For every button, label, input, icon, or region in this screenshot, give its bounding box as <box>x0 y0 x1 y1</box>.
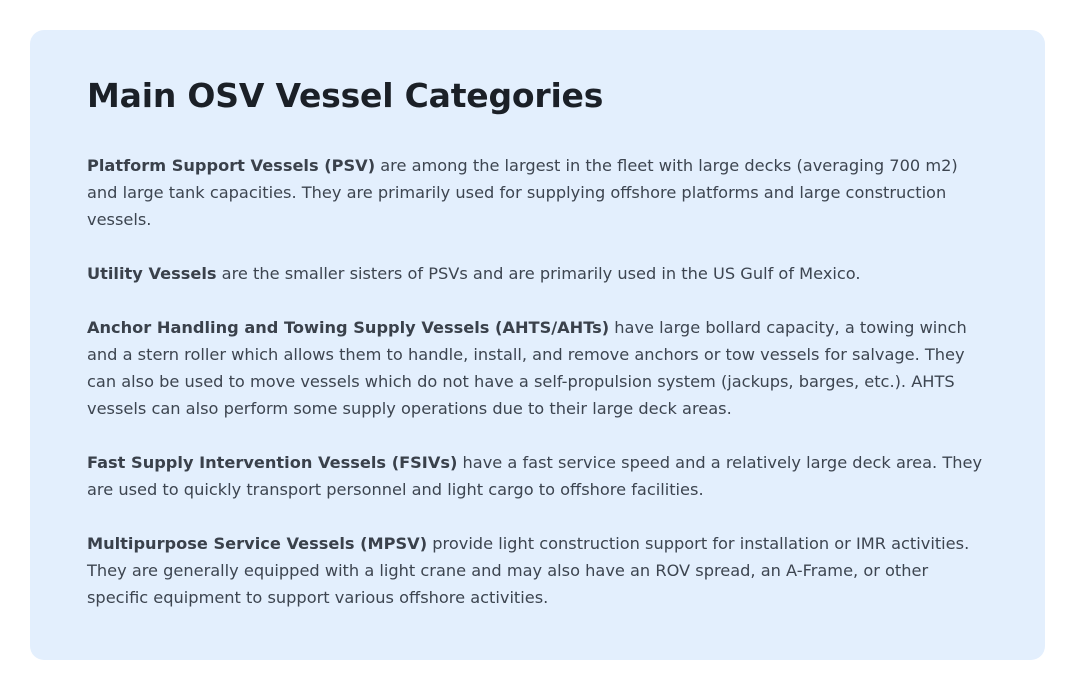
term-fsiv: Fast Supply Intervention Vessels (FSIVs) <box>87 453 458 472</box>
content-card <box>30 30 1045 660</box>
term-ahts: Anchor Handling and Towing Supply Vessels (AHTS/AHTs) <box>87 318 610 337</box>
description-utility-vessels: are the smaller sisters of PSVs and are primarily used in the US Gulf of Mexico. <box>216 264 861 283</box>
paragraph-fsiv <box>87 449 987 503</box>
paragraph-ahts <box>87 314 987 422</box>
term-psv: Platform Support Vessels (PSV) <box>87 156 376 175</box>
description-fsiv: have a fast service speed and a relatively large deck area. They are used to quickly transport personnel and light cargo to offshore facilities. <box>87 453 983 499</box>
description-ahts: have large bollard capacity, a towing winch and a stern roller which allows them to handle, install, and remove anchors or tow vessels for salvage. They can also be used to move vessels which do not have a self-propulsion system (jackups, barges, etc.). AHTS vessels can also perform some supply operations due to their large deck areas. <box>87 318 967 418</box>
paragraph-utility-vessels <box>87 260 987 287</box>
description-psv: are among the largest in the fleet with large decks (averaging 700 m2) and large tank capacities. They are primarily used for supplying offshore platforms and large construction vessels. <box>87 156 958 229</box>
page-title: Main OSV Vessel Categories <box>87 76 604 115</box>
term-mpsv: Multipurpose Service Vessels (MPSV) <box>87 534 428 553</box>
description-mpsv: provide light construction support for installation or IMR activities. They are generally equipped with a light crane and may also have an ROV spread, an A-Frame, or other specific equipment to support various offshore activities. <box>87 534 970 607</box>
paragraph-psv <box>87 152 987 233</box>
paragraph-mpsv <box>87 530 987 611</box>
term-utility-vessels: Utility Vessels <box>87 264 217 283</box>
